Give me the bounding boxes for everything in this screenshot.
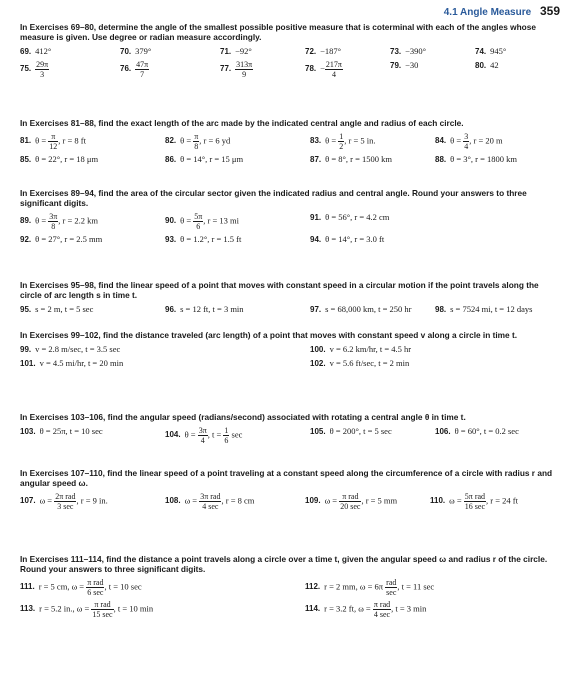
exercise-104: 104. θ = $\frac{3\pi}{4}$ , t = $\frac{1}{6}$ sec xyxy=(165,426,243,445)
exercise-75: 75. $\frac{29\pi}{3}$ xyxy=(20,60,49,79)
exercise-96: 96. s = 12 ft, t = 3 min xyxy=(165,304,244,314)
exercise-103: 103. θ = 25π, t = 10 sec xyxy=(20,426,103,436)
instructions: In Exercises 81–88, find the exact length of the arc made by the indicated central angle and radius of each circle. xyxy=(20,118,464,128)
exercise-71: 71. −92° xyxy=(220,46,252,56)
exercise-79: 79. −30 xyxy=(390,60,419,70)
exercise-86: 86. θ = 14°, r = 15 μm xyxy=(165,154,244,164)
instructions: In Exercises 99–102, find the distance traveled (arc length) of a point that moves with constant speed v along a circle in time t. xyxy=(20,330,518,340)
exercise-98: 98. s = 7524 mi, t = 12 days xyxy=(435,304,533,314)
exercise-83: 83. θ = $\frac{1}{2}$ , r = 5 in. xyxy=(310,132,376,151)
exercise-70: 70. 379° xyxy=(120,46,152,56)
section-95-98 xyxy=(20,280,560,318)
exercise-113: 113. r = 5.2 in., ω = $\frac{\text{π rad}}{15 \sec}$ , t = 10 min xyxy=(20,600,154,619)
instructions: In Exercises 69–80, determine the angle of the smallest possible positive measure that is coterminal with each of the angles whose measure is given. Use degree or radian measure accordingly. xyxy=(20,22,536,42)
exercise-76: 76. $\frac{47\pi}{7}$ xyxy=(120,60,149,79)
exercise-92: 92. θ = 27°, r = 2.5 mm xyxy=(20,234,103,244)
section-99-102 xyxy=(20,330,560,372)
instructions: In Exercises 89–94, find the area of the circular sector given the indicated radius and central angle. Round your answers to three significant digits. xyxy=(20,188,527,208)
exercise-73: 73. −390° xyxy=(390,46,427,56)
exercise-87: 87. θ = 8°, r = 1500 km xyxy=(310,154,393,164)
exercise-100: 100. v = 6.2 km/hr, t = 4.5 hr xyxy=(310,344,412,354)
section-89-94 xyxy=(20,188,560,248)
exercise-81: 81. θ = $\frac{\pi}{12}$ , r = 8 ft xyxy=(20,132,86,151)
page-header xyxy=(444,4,560,18)
section-107-110 xyxy=(20,468,560,514)
exercise-107: 107. ω = $\frac{\text{2π rad}}{3 \sec}$ , r = 9 in. xyxy=(20,492,108,511)
instructions: In Exercises 107–110, find the linear speed of a point traveling at a constant speed along the circumference of a circle with radius r and angular speed ω. xyxy=(20,468,553,488)
section-81-88 xyxy=(20,118,560,168)
exercise-89: 89. θ = $\frac{3\pi}{8}$ , r = 2.2 km xyxy=(20,212,99,231)
instructions: In Exercises 103–106, find the angular speed (radians/second) associated with rotating a central angle θ in time t. xyxy=(20,412,466,422)
exercise-91: 91. θ = 56°, r = 4.2 cm xyxy=(310,212,390,222)
exercise-111: 111. r = 5 cm, ω = $\frac{\text{π rad}}{6 \sec}$ , t = 10 sec xyxy=(20,578,142,597)
exercise-74: 74. 945° xyxy=(475,46,507,56)
exercise-82: 82. θ = $\frac{\pi}{8}$ , r = 6 yd xyxy=(165,132,231,151)
exercise-94: 94. θ = 14°, r = 3.0 ft xyxy=(310,234,385,244)
instructions: In Exercises 95–98, find the linear speed of a point that moves with constant speed in a circular motion if the point travels along the circle of arc length s in time t. xyxy=(20,280,539,300)
exercise-85: 85. θ = 22°, r = 18 μm xyxy=(20,154,99,164)
exercise-88: 88. θ = 3°, r = 1800 km xyxy=(435,154,518,164)
exercise-78: 78. − $\frac{217\pi}{4}$ xyxy=(305,60,342,79)
exercise-105: 105. θ = 200°, t = 5 sec xyxy=(310,426,392,436)
exercise-99: 99. v = 2.8 m/sec, t = 3.5 sec xyxy=(20,344,121,354)
exercise-102: 102. v = 5.6 ft/sec, t = 2 min xyxy=(310,358,410,368)
exercise-80: 80. 42 xyxy=(475,60,499,70)
section-111-114 xyxy=(20,554,560,622)
exercise-108: 108. ω = $\frac{\text{3π rad}}{4 \sec}$ , r = 8 cm xyxy=(165,492,255,511)
exercise-106: 106. θ = 60°, t = 0.2 sec xyxy=(435,426,519,436)
exercise-97: 97. s = 68,000 km, t = 250 hr xyxy=(310,304,412,314)
exercise-112: 112. r = 2 mm, ω = 6π $\frac{\text{rad}}{\sec}$ , t = 11 sec xyxy=(305,578,435,597)
exercise-69: 69. 412° xyxy=(20,46,52,56)
page-number: 359 xyxy=(539,4,560,18)
exercise-77: 77. $\frac{313\pi}{9}$ xyxy=(220,60,253,79)
exercise-93: 93. θ = 1.2°, r = 1.5 ft xyxy=(165,234,242,244)
exercise-84: 84. θ = $\frac{3}{4}$ , r = 20 m xyxy=(435,132,503,151)
exercise-95: 95. s = 2 m, t = 5 sec xyxy=(20,304,94,314)
section-103-106 xyxy=(20,412,560,448)
section-69-80 xyxy=(20,22,560,82)
exercise-72: 72. −187° xyxy=(305,46,342,56)
section-title: 4.1 Angle Measure xyxy=(443,7,532,18)
exercise-101: 101. v = 4.5 mi/hr, t = 20 min xyxy=(20,358,124,368)
exercise-90: 90. θ = $\frac{5\pi}{6}$ , r = 13 mi xyxy=(165,212,240,231)
instructions: In Exercises 111–114, find the distance a point travels along a circle over a time t, given the angular speed ω and radius r of the circle. Round your answers to three significant digits. xyxy=(20,554,548,574)
exercise-110: 110. ω = $\frac{\text{5π rad}}{16 \sec}$ , r = 24 ft xyxy=(430,492,518,511)
exercise-114: 114. r = 3.2 ft, ω = $\frac{\text{π rad}}{4 \sec}$ , t = 3 min xyxy=(305,600,427,619)
exercise-109: 109. ω = $\frac{\text{π rad}}{20 \sec}$ , r = 5 mm xyxy=(305,492,398,511)
